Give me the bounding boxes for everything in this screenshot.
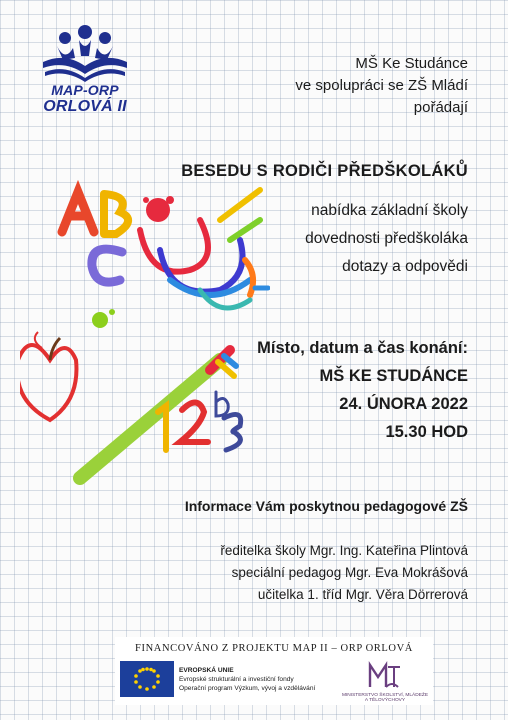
event-title: BESEDU S RODIČI PŘEDŠKOLÁKŮ xyxy=(181,162,468,180)
staff-item: speciální pedagog Mgr. Eva Mokrášová xyxy=(231,565,468,580)
organizer-line: MŠ Ke Studánce xyxy=(355,55,468,72)
funding-box xyxy=(115,637,433,705)
topic-item: dotazy a odpovědi xyxy=(342,258,468,275)
eu-label: EVROPSKÁ UNIE xyxy=(179,667,234,674)
details-heading: Místo, datum a čas konání: xyxy=(257,339,468,357)
children-book-icon xyxy=(35,22,135,84)
event-time: 15.30 HOD xyxy=(385,423,468,441)
logo-text-map-orp: MAP-ORP xyxy=(51,82,119,98)
school-doodle-illustration xyxy=(20,180,270,500)
event-place: MŠ KE STUDÁNCE xyxy=(319,367,468,385)
staff-item: ředitelka školy Mgr. Ing. Kateřina Plintová xyxy=(220,543,468,558)
logo-text-orlova: ORLOVÁ II xyxy=(43,98,127,115)
organizer-line: ve spolupráci se ZŠ Mládí xyxy=(295,77,468,94)
eu-funds-label: Evropské strukturální a investiční fondy xyxy=(179,676,294,683)
msmt-emblem-icon xyxy=(340,659,430,693)
map-orp-logo xyxy=(35,22,135,122)
topic-item: dovednosti předškoláka xyxy=(305,230,468,247)
eu-flag-icon xyxy=(120,661,174,697)
staff-item: učitelka 1. tříd Mgr. Věra Dörrerová xyxy=(257,587,468,602)
msmt-logo xyxy=(340,659,430,703)
msmt-label: MINISTERSTVO ŠKOLSTVÍ, MLÁDEŽE A TĚLOVÝCHOVY xyxy=(341,693,429,703)
contact-heading: Informace Vám poskytnou pedagogové ZŠ xyxy=(184,498,468,514)
topic-item: nabídka základní školy xyxy=(311,202,468,219)
eu-programme-label: Operační program Výzkum, vývoj a vzdělávání xyxy=(179,685,316,692)
funding-title: FINANCOVÁNO Z PROJEKTU MAP II – ORP ORLOVÁ xyxy=(135,643,413,654)
event-date: 24. ÚNORA 2022 xyxy=(339,395,468,413)
organizer-line: pořádají xyxy=(413,99,468,116)
